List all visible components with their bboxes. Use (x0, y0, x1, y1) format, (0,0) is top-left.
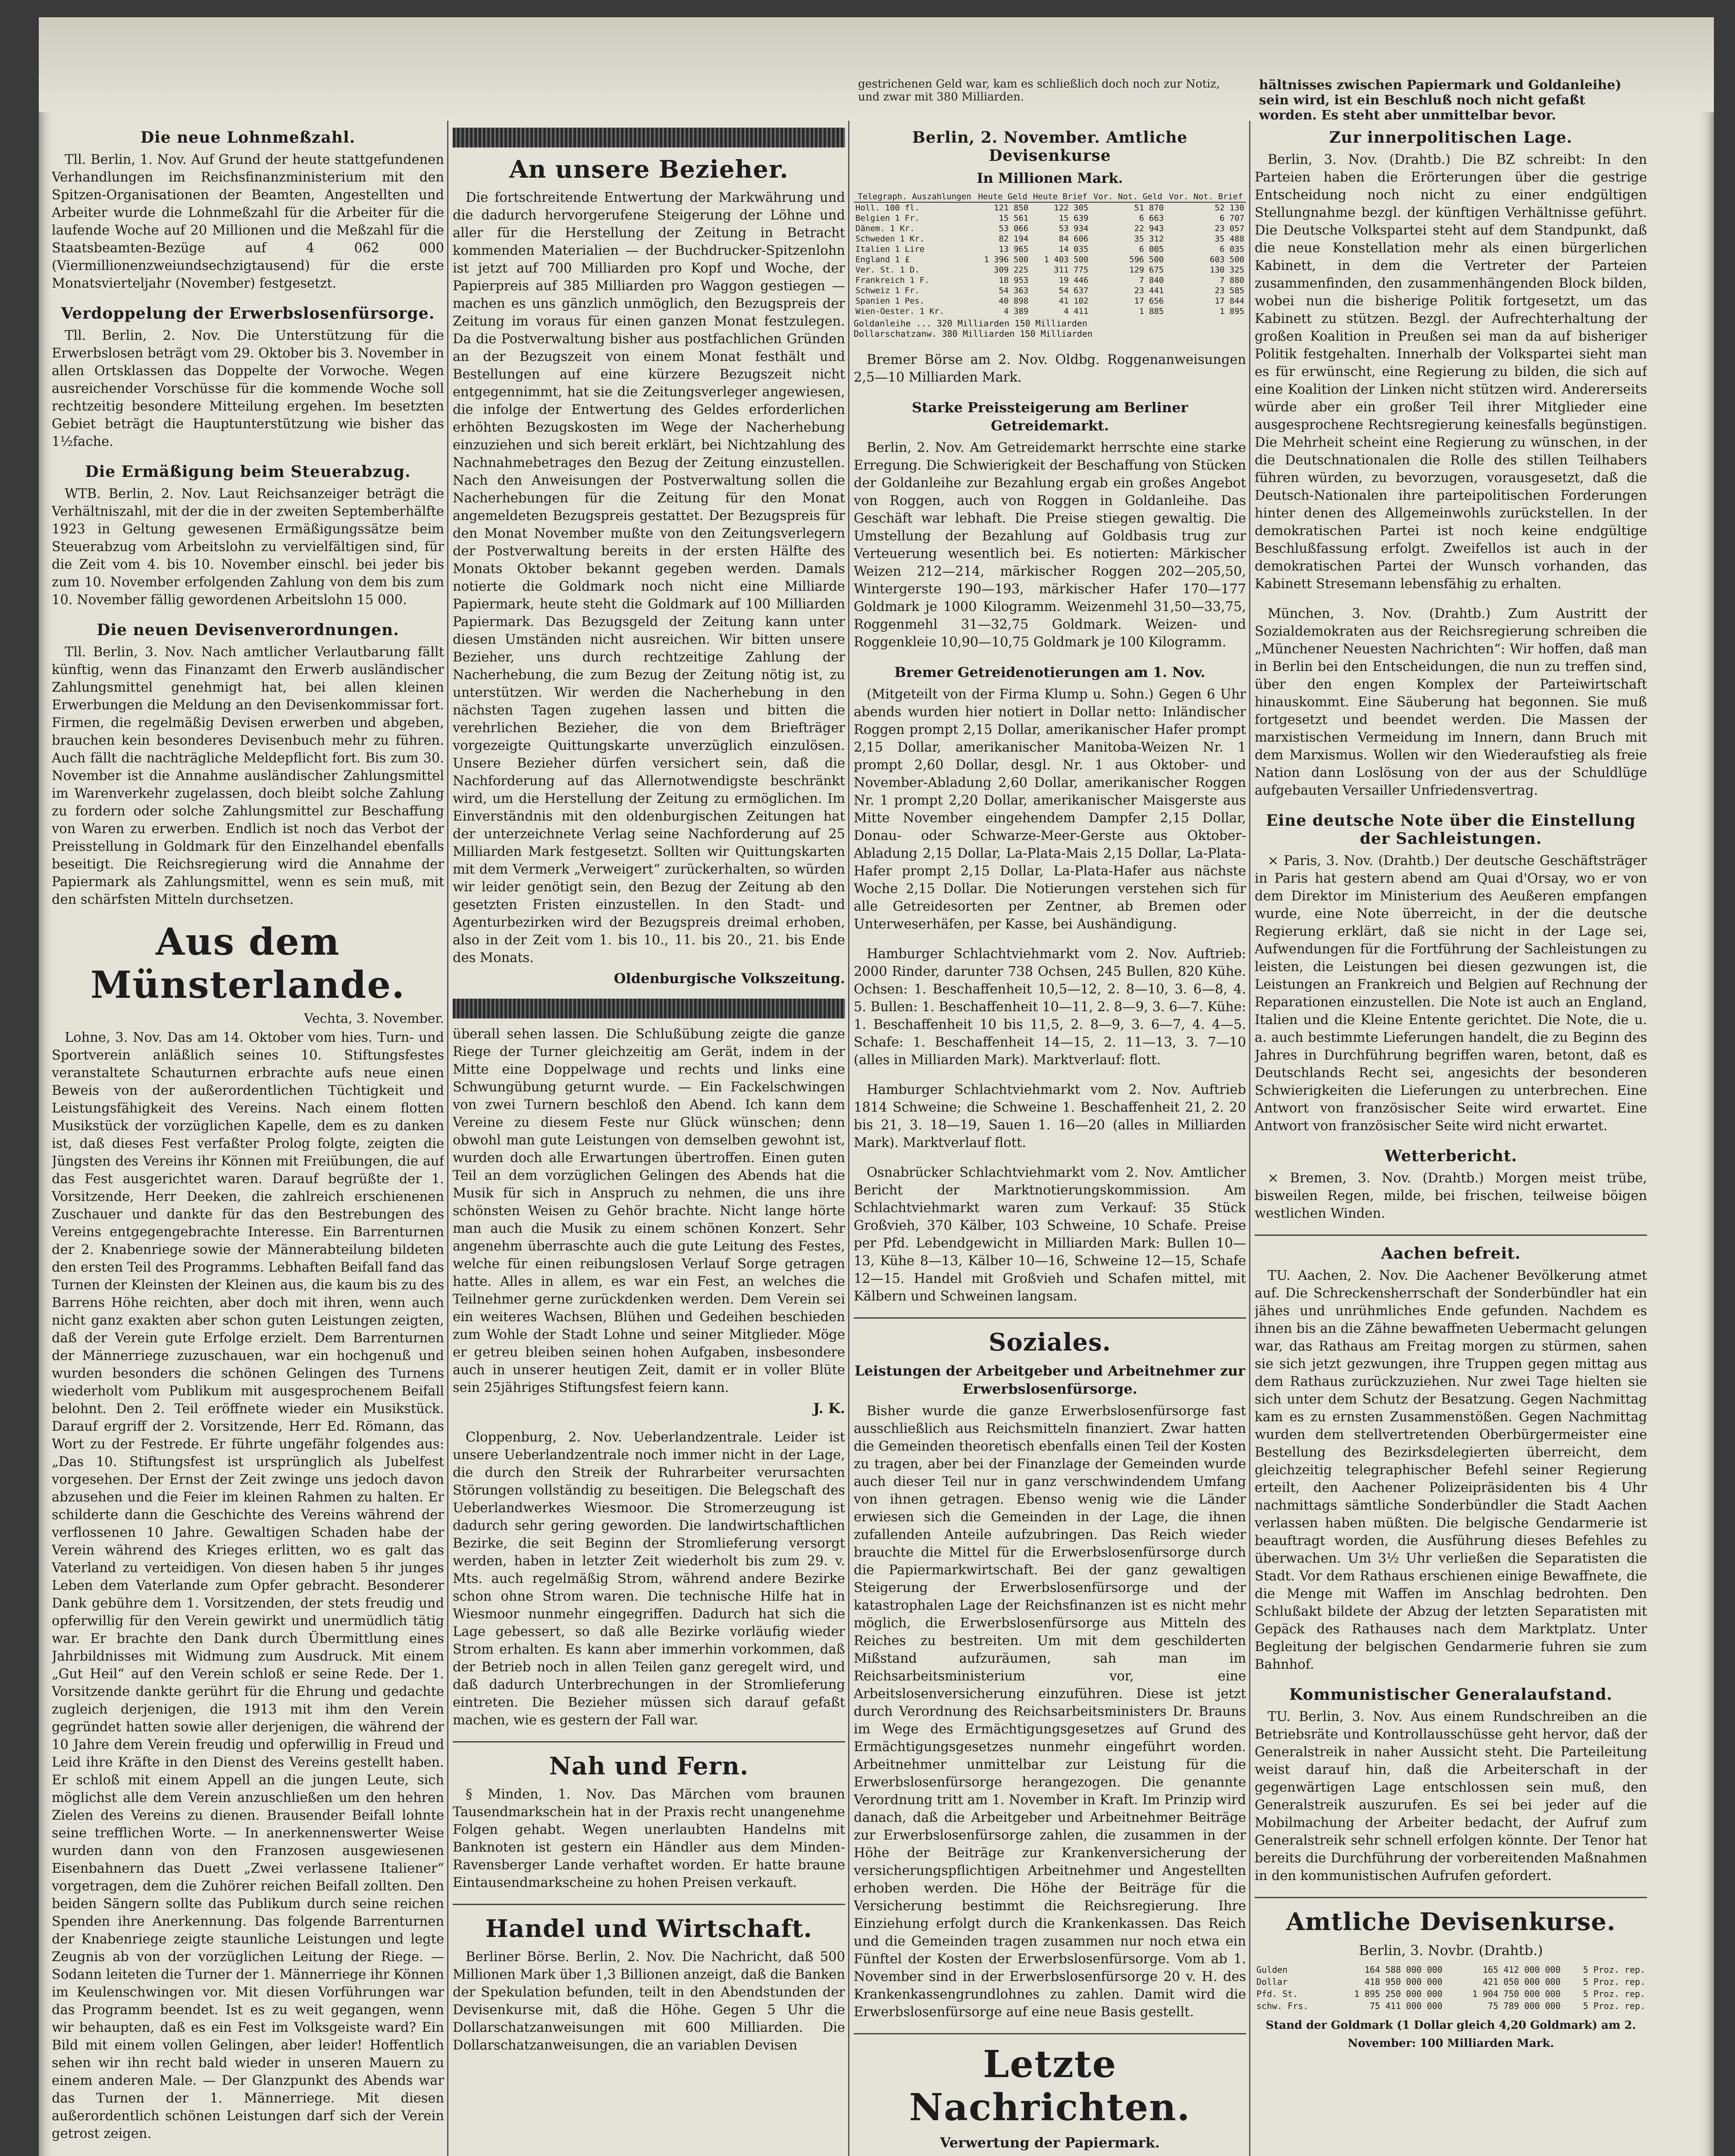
article-title: Zur innerpolitischen Lage. (1329, 128, 1572, 147)
table-cell-value: 19 446 (1059, 276, 1089, 285)
article-title: Starke Preissteigerung am Berliner Getreidemarkt. (911, 399, 1188, 434)
table-cell-value: 418 950 000 000 (1364, 1977, 1443, 1987)
table-cell-value: 165 412 000 000 (1482, 1965, 1561, 1975)
table-cell-value: 53 066 (999, 224, 1029, 233)
article (52, 463, 444, 609)
column-1 (52, 125, 444, 2156)
table-cell-value: 75 411 000 000 (1369, 2001, 1443, 2011)
newspaper-page (39, 17, 1714, 2156)
article (1255, 1244, 1647, 1673)
article (453, 1914, 845, 2054)
article-signature: J. K. (813, 1400, 845, 1416)
article (52, 621, 444, 909)
article (1255, 1686, 1647, 1885)
article-title: Die neue Lohnmeßzahl. (140, 128, 356, 147)
table-cell-value: 84 606 (1059, 234, 1089, 244)
article (1255, 1147, 1647, 1222)
section-heading: Amtliche Devisenkurse. (1286, 1908, 1616, 1936)
table-cell-value: 18 953 (999, 276, 1029, 285)
table-footer: Dollarschatzanw. 380 Milliarden 150 Milliarden (854, 329, 1093, 339)
exchange-rate-table (1255, 1964, 1647, 2012)
table-cell-value: 164 588 000 000 (1364, 1965, 1443, 1975)
article (453, 1025, 845, 1416)
table-cell-value: 6 005 (1139, 244, 1164, 254)
table-cell-value: 23 057 (1215, 224, 1244, 233)
article-body: Hamburger Schlachtviehmarkt vom 2. Nov. Auftrieb: 2000 Rinder, darunter 738 Ochsen, 245 Bullen, 820 Kühe. Ochsen: 1. Beschaffenheit 10,5—12, 2. 8—10, 3. 6—8, 4. 5. Bullen: 1. Beschaffenheit 10—11, 2. 8—9, 3. 6—7. Kühe: 1. Beschaffenheit 10 bis 11,5, 2. 8—9, 3. 6—7, 4. 4—5. Schafe: 1. Beschaffenheit 14—15, 2. 11—13, 3. 7—10 (alles in Milliarden Mark). Marktverlauf: flott. (854, 946, 1246, 1068)
table-cell-value: 421 050 000 000 (1482, 1977, 1561, 1987)
article-body: § Minden, 1. Nov. Das Märchen vom braunen Tausendmarkschein hat in der Praxis recht unangenehme Folgen gehabt. Wegen unerlaubten Handelns mit Banknoten ist gestern ein Händler aus dem Minden-Ravensberger Lande verhaftet worden. Er hatte braune Eintausendmarkscheine zu hohen Preisen verkauft. (453, 1787, 845, 1890)
table-cell-label: Dänem. 1 Kr. (855, 224, 915, 233)
article (854, 1327, 1246, 2021)
table-cell-value: 54 637 (1059, 286, 1089, 295)
article-body: München, 3. Nov. (Drahtb.) Zum Austritt der Sozialdemokraten aus der Reichsregierung schreiben die „Münchener Neuesten Nachrichten“: Wir hoffen, daß man in Berlin bei den Entscheidungen, die nun zu treffen sind, über den engen Komplex der Parteiwirtschaft hinauskommt. Eine Säuberung hat begonnen. Sie muß fortgesetzt und beendet werden. Die Massen der marxistischen Vermeidung im Innern, dann Bruch mit dem Marxismus. Wollen wir den Wiederaufstieg als freie Nation dann Loslösung von der aus der Schuldlüge aufgebauten Versailler Unfriedensvertrag. (1255, 606, 1647, 798)
divider (453, 1904, 845, 1905)
divider (854, 1317, 1246, 1319)
table-row (854, 306, 1246, 317)
article-subtitle: Verwertung der Papiermark. (940, 2134, 1160, 2151)
article-body: überall sehen lassen. Die Schlußübung zeigte die ganze Riege der Turner gleichzeitig am Gerät, indem in der Mitte eine Doppelwage und rechts und links eine Schwungübung geturnt wurde. — Ein Fackelschwingen von zwei Turnern beschloß den Abend. Ich kann dem Vereine zu diesem Feste nur Glück wünschen; denn obwohl man gute Leistungen von demselben gewohnt ist, wurden doch alle Erwartungen übertroffen. Einen guten Teil an dem vorzüglichen Gelingen des Abends hat die Musik für sich in Anspruch zu nehmen, die uns ihre schönsten Weisen zu Gehör brachte. Nicht lange hörte man auch die Musik zu einem schönen Konzert. Sehr angenehm überraschte auch die gute Leitung des Festes, welche für einen reibungslosen Verlauf Sorge getragen hatte. Alles in allem, es war ein Fest, an welches die Teilnehmer gerne zurückdenken werden. Dem Verein sei ein weiteres Wachsen, Blühen und Gedeihen beschieden zum Wohle der Stadt Lohne und seiner Mitglieder. Möge er getreu bleiben seinen hohen Aufgaben, insbesondere auch in unserer heutigen Zeit, damit er in voller Blüte sein 25jähriges Stiftungsfest feiern kann. (453, 1027, 845, 1395)
exchange-rates (1255, 1907, 1647, 2053)
table-row (1255, 2000, 1647, 2012)
article (854, 945, 1246, 1069)
table-cell-value: 54 363 (999, 286, 1029, 295)
table-cell-value: 5 Proz. rep. (1583, 1965, 1645, 1975)
table-row (1255, 1976, 1647, 1988)
table-cell-value: 1 396 500 (984, 255, 1029, 264)
column-rule (1249, 121, 1250, 2156)
article (854, 398, 1246, 651)
section-heading: Aus dem Münsterlande. (90, 920, 406, 1007)
article-body: (Mitgeteilt von der Firma Klump u. Sohn.) Gegen 6 Uhr abends wurden hier notiert in Dollar netto: Inländischer Roggen prompt 2,15 Dollar, amerikanischer Hafer prompt 2,15 Dollar, amerikanischer Manitoba-Weizen Nr. 1 prompt 2,60 Dollar, desgl. Nr. 1 aus Oktober- und November-Abladung 2,60 Dollar, amerikanischer Roggen Nr. 1 prompt 2,20 Dollar, amerikanischer Maisgerste aus Mitte November eingehendem Dampfer 2,15 Dollar, Donau- oder Schwarze-Meer-Gerste aus Oktober-Abladung 2,15 Dollar, La-Plata-Mais 2,15 Dollar, La-Plata-Hafer prompt 2,15 Dollar, La-Plata-Hafer aus nächste Woche 2,15 Dollar. Die Notierungen verstehen sich für alle Getreidesorten per Zentner, ab Bremen oder Unterweserhäfen, per Kasse, bei Aushändigung. (854, 687, 1246, 932)
table-cell-label: Italien 1 Lire (855, 244, 925, 254)
article (453, 1429, 845, 1729)
section-heading: Nah und Fern. (549, 1752, 749, 1780)
article (52, 921, 444, 2143)
article (854, 351, 1246, 386)
table-row (854, 244, 1246, 254)
table-cell-value: 5 Proz. rep. (1583, 2001, 1645, 2011)
table-cell-value: 603 500 (1209, 255, 1244, 264)
table-cell-value: 6 035 (1219, 244, 1244, 254)
article-title: Aachen befreit. (1381, 1244, 1521, 1263)
table-header: Vor. Not. Brief (1165, 191, 1246, 202)
table-cell-value: 17 844 (1215, 296, 1244, 306)
article-signature: Oldenburgische Volkszeitung. (614, 970, 845, 987)
table-cell-value: 1 904 750 000 000 (1472, 1989, 1561, 1999)
article-body: Hamburger Schlachtviehmarkt vom 2. Nov. Auftrieb 1814 Schweine; die Schweine 1. Beschaffenheit 21, 2. 20 bis 21, 3. 18—19, Sauen 1. 16—20 (alles in Milliarden Mark). Marktverlauf flott. (854, 1082, 1246, 1150)
article-title: Die neuen Devisenverordnungen. (97, 621, 399, 639)
table-header: Heute Brief (1030, 191, 1090, 202)
table-row (854, 223, 1246, 234)
table-cell-value: 5 Proz. rep. (1583, 1989, 1645, 1999)
table-cell-value: 129 675 (1129, 265, 1164, 275)
article-subtitle: Leistungen der Arbeitgeber und Arbeitnehmer zur Erwerbslosenfürsorge. (855, 1363, 1245, 1397)
section-heading: Handel und Wirtschaft. (485, 1915, 813, 1943)
table-cell-value: 1 895 (1219, 307, 1244, 316)
article-title: Bremer Getreidenotierungen am 1. Nov. (894, 664, 1206, 680)
table-cell-value: 7 880 (1219, 276, 1244, 285)
table-cell-value: 22 943 (1134, 224, 1164, 233)
table-cell-value: 75 789 000 000 (1488, 2001, 1561, 2011)
article-body: × Paris, 3. Nov. (Drahtb.) Der deutsche Geschäftsträger in Paris hat gestern abend am Quai d'Orsay, wo er von dem Direktor im Ministerium des Aeußeren empfangen wurde, eine Note überreicht, in der die deutsche Regierung erklärt, daß sie nicht in der Lage sei, Aufwendungen für die Fortführung der Sachleistungen zu leisten, die Leistungen bei diesen gezwungen ist, die Leistungen an Frankreich und Belgien auf Rechnung der Reparationen einzustellen. Die Note ist auch an England, Italien und die Kleine Entente gerichtet. Die Note, die u. a. auch bestimmte Lieferungen handelt, die zu Beginn des Jahres in Durchführung begriffen waren, betont, daß es Deutschlands Recht sei, angesichts der besonderen Schwierigkeiten die Lieferungen zu unterbrechen. Eine Antwort von französischer Seite wird erwartet. Eine Antwort von französischer Seite wird nicht erwartet. (1255, 853, 1647, 1134)
table-row (854, 275, 1246, 285)
table-cell-value: 82 194 (999, 234, 1029, 244)
divider (1255, 1235, 1647, 1236)
article-body: Cloppenburg, 2. Nov. Ueberlandzentrale. Leider ist unsere Ueberlandzentrale noch immer nicht in der Lage, die durch den Streik der Ruhrarbeiter verursachten Störungen vollständig zu beseitigen. Die Belegschaft des Ueberlandwerkes Wiesmoor. Die Stromerzeugung ist dadurch sehr gering geworden. Die landwirtschaftlichen Bezirke, die seit Beginn der Stromlieferung versorgt werden, haben in letzter Zeit wiederholt bis zum 29. v. Mts. auch regelmäßig Strom, während andere Bezirke schon ohne Strom waren. Die technische Hilfe hat in Wiesmoor nunmehr eingegriffen. Dadurch hat sich die Lage gebessert, so daß alle Bezirke vorläufig wieder Strom erhalten. Es kann aber immerhin vorkommen, daß der Betrieb noch in allen Teilen ganz geregelt wird, und daß dadurch Unterbrechungen in der Stromlieferung eintreten. Die Bezieher müssen sich darauf gefaßt machen, wie es gestern der Fall war. (453, 1430, 845, 1728)
article-body: WTB. Berlin, 2. Nov. Laut Reichsanzeiger beträgt die Verhältniszahl, mit der die in der zweiten Septemberhälfte 1923 in Geltung gewesenen Ermäßigungssätze beim Steuerabzug vom Arbeitslohn zu vervielfältigen sind, für die Zeit vom 4. bis 10. November einschl. bei jeder bis zum 10. November erfolgenden Zahlung von dem bis zum 10. November fällig gewordenen Arbeitslohn 15 000. (52, 486, 444, 608)
divider (453, 1741, 845, 1742)
table-cell-value: 52 130 (1215, 203, 1244, 213)
article-body: Berlin, 2. Nov. Am Getreidemarkt herrschte eine starke Erregung. Die Schwierigkeit der Beschaffung von Stücken der Goldanleihe zur Bezahlung ergab ein großes Angebot von Roggen, auch von Roggen in Goldanleihe. Das Geschäft war lebhaft. Die Preise stiegen gewaltig. Die Umstellung der Bezahlung auf Goldbasis trug zur Verteuerung wesentlich bei. Es notierten: Märkischer Weizen 212—214, märkischer Roggen 202—205,50, Wintergerste 190—193, märkischer Hafer 170—177 Goldmark je 1000 Kilogramm. Weizenmehl 31,50—33,75, Roggenmehl 31—32,75 Goldmark. Weizen- und Roggenkleie 10,90—10,75 Goldmark je 100 Kilogramm. (854, 440, 1246, 650)
table-cell-value: 53 934 (1059, 224, 1089, 233)
table-cell-value: 1 885 (1139, 307, 1164, 316)
section-heading: Soziales. (988, 1328, 1112, 1357)
article-title: Wetterbericht. (1384, 1147, 1517, 1165)
dateline: Vechta, 3. November. (304, 1011, 444, 1026)
table-cell-value: 51 870 (1134, 203, 1164, 213)
table-cell-value: 309 225 (994, 265, 1029, 275)
table-cell-value: 311 775 (1054, 265, 1089, 275)
column-2 (453, 125, 845, 2156)
table-cell-label: Belgien 1 Fr. (855, 213, 920, 223)
article-body: Tll. Berlin, 1. Nov. Auf Grund der heute stattgefundenen Verhandlungen im Reichsfinanzministerium mit den Spitzen-Organisationen der Beamten, Angestellten und Arbeiter wurde die Lohnmeßzahl für die Arbeiter für die laufende Woche auf 20 Millionen und die Meßzahl für die Staatsbeamten-Bezüge auf 4 062 000 (Viermillionenzweiundsechzigtausend) für die erste Monatsvierteljahr (November) festgesetzt. (52, 152, 444, 291)
table-cell-label: Frankreich 1 F. (855, 276, 930, 285)
article (854, 1164, 1246, 1305)
table-row (854, 254, 1246, 265)
table-cell-label: schw. Frs. (1256, 2001, 1309, 2011)
table-cell-value: 596 500 (1129, 255, 1164, 264)
column-rule (447, 121, 448, 2156)
article-body: Osnabrücker Schlachtviehmarkt vom 2. Nov. Amtlicher Bericht der Marktnotierungskommission. Am Schlachtviehmarkt waren zum Verkauf: 35 Stück Großvieh, 370 Kälber, 103 Schweine, 10 Schafe. Preise per Pfd. Lebendgewicht in Milliarden Mark: Bullen 10—13, Kühe 8—13, Kälber 10—16, Schweine 12—15, Schafe 12—15. Handel mit Großvieh und Schafen mittel, mit Kälbern und Schweinen langsam. (854, 1165, 1246, 1304)
article (1255, 128, 1647, 593)
table-header: Telegraph. Auszahlungen (854, 191, 975, 202)
table-header: Heute Geld (975, 191, 1030, 202)
article-body: Berliner Börse. Berlin, 2. Nov. Die Nachricht, daß 500 Millionen Mark über 1,3 Billionen anzeigt, daß die Banken der Spekulation befunden, teilt in den Abendstunden der Devisenkurse mit, daß die Höhe. Gegen 5 Uhr die Dollarschatzanweisungen mit 600 Milliarden. Die Dollarschatzanweisungen, die an variablen Devisen (453, 1949, 845, 2053)
column-4 (1255, 125, 1647, 2156)
table-cell-label: Wien-Oester. 1 Kr. (855, 307, 944, 316)
dateline: Berlin, 3. Novbr. (Drahtb.) (1359, 1942, 1543, 1959)
column-rule (848, 121, 849, 2156)
table-cell-value: 41 102 (1059, 296, 1089, 306)
article-body: Berlin, 3. Nov. (Drahtb.) Die BZ schreibt: In den Parteien haben die Erörterungen über die gestrige Entscheidung noch nicht zu einer endgültigen Stellungnahme bezgl. der künftigen Verhältnisse geführt. Die Deutsche Volkspartei steht auf dem Standpunkt, daß die neue Konstellation mehr als einen bürgerlichen Kabinett, in dem die Vertreter der Parteien zusammenfinden, den zusammenhängenden Block bilden, wobei nun die bisherige Politik fortgesetzt, um das Kabinett zu stützen. Bezgl. der Aufrechterhaltung der großen Koalition in Preußen sei man da auf bisheriger Politik festgehalten. Innerhalb der Volkspartei sieht man es für erwünscht, eine Regierung zu bilden, die sich auf eine Koalition der Linken nicht stützen wird. Andererseits würde aber ein großer Teil ihrer Mitglieder eine ausgesprochene Rechtsregierung keinesfalls begünstigen. Die Mehrheit scheint eine Regierung zu wünschen, in der die Deutschnationalen die Rolle des stillen Teilhabers führen würden, zu bevorzugen, vorausgesetzt, daß die Deutsch-Nationalen ihre parteipolitischen Forderungen hinter denen des Allgemeinwohls zurückstellen. In der demokratischen Partei ist noch keine endgültige Beschlußfassung erfolgt. Zweifellos ist auch in der demokratischen Partei der Wunsch vorhanden, das Kabinett Stresemann lebensfähig zu erhalten. (1255, 152, 1647, 592)
col4-top-text: hältnisses zwischen Papiermark und Goldanleihe) sein wird, ist ein Beschluß noch nicht gefaßt worden. Es steht aber unmittelbar bevor. (1259, 78, 1622, 123)
table-cell-value: 15 639 (1059, 213, 1089, 223)
article (52, 304, 444, 451)
table-row (854, 213, 1246, 223)
table-cell-value: 130 325 (1209, 265, 1244, 275)
table-cell-value: 40 898 (999, 296, 1029, 306)
article-body: TU. Berlin, 3. Nov. Aus einem Rundschreiben an die Betriebsräte und Kontrollausschüsse geht hervor, daß der Generalstreik in naher Aussicht steht. Die Parteileitung weist darauf hin, daß die Arbeiterschaft in der gegenwärtigen Lage entschlossen sein muß, den Generalstreik auszurufen. Es sei bei jeder auf die Mobilmachung der Arbeiter bedacht, der Aufruf zum Generalstreik sehr schnell erfolgen könnte. Der Tenor hat bereits die Durchführung der vorbereitenden Maßnahmen in den kommunistischen Aufrufen gefordert. (1255, 1709, 1647, 1883)
table-cell-value: 1 403 500 (1044, 255, 1089, 264)
table-cell-label: Spanien 1 Pes. (855, 296, 925, 306)
table-footer: Goldanleihe ... 320 Milliarden 150 Milliarden (854, 318, 1087, 329)
article-title: An unsere Bezieher. (509, 155, 789, 184)
exchange-rates (854, 128, 1246, 339)
article (453, 154, 845, 987)
header-ornament (453, 128, 845, 147)
table-cell-value: 35 488 (1215, 234, 1244, 244)
separator-ornament (453, 999, 845, 1018)
article-body: Lohne, 3. Nov. Das am 14. Oktober vom hies. Turn- und Sportverein anläßlich seines 10. Stiftungsfestes veranstaltete Schauturnen erbrachte aufs neue einen Beweis von der außerordentlichen Tüchtigkeit und Leistungsfähigkeit des Vereins. Nach einem flotten Musikstück der vorzüglichen Kapelle, dem es zu danken ist, daß dieses Fest verfaßter Prolog folgte, zeigten die Jüngsten des Vereins ihr Können mit Freiübungen, die auf das Fest ausgerichtet waren. Darauf begrüßte der 1. Vorsitzende, Herr Deeken, die zahlreich erschienenen Zuschauer und dankte für das den Bestrebungen des Vereins entgegengebrachte Interesse. Ein Barrenturnen der 2. Knabenriege sowie der Männerabteilung bildeten den ersten Teil des Programms. Lebhaften Beifall fand das Turnen der Kleinsten der Kleinen aus, die kaum bis zu des Barrens Höhe reichten, aber doch mit ihren, wenn auch nicht ganz exakten aber schon guten Leistungen zeigten, daß der Verein gute Erfolge erzielt. Dem Barrenturnen der Männerriege zuzuschauen, war ein hochgenuß und wurden besonders die schönen Gelingen des Turnens wiederholt vom Publikum mit ausgesprochenem Beifall belohnt. Den 2. Teil eröffnete wieder ein Musikstück. Darauf ergriff der 2. Vorsitzende, Herr Ed. Römann, das Wort zu der Festrede. Er führte ungefähr folgendes aus: „Das 10. Stiftungsfest ist ursprünglich als Jubelfest vorgesehen. Der Ernst der Zeit zwinge uns jedoch davon abzusehen und die Feier im kleinen Rahmen zu halten. Er schilderte dann die Geschichte des Vereins während der verflossenen 10 Jahre. Gewaltigen Schaden habe der Verein während des Krieges erlitten, wo es galt das Vaterland zu verteidigen. Von diesen haben 5 ihr junges Leben dem Vaterlande zum Opfer gebracht. Besonderer Dank gebühre dem 1. Vorsitzenden, der stets freudig und opferwillig für den Verein gewirkt und unermüdlich tätig war. Er brachte den Dank durch Übermittlung eines Jahrbildnisses mit Widmung zum Ausdruck. Mit einem „Gut Heil“ auf den Verein schloß er seine Rede. Der 1. Vorsitzende dankte gerührt für die Ehrung und gedachte zugleich derjenigen, die 1913 mit ihm den Verein gegründet hatten sowie aller derjenigen, die während der 10 Jahre dem Verein freudig und opferwillig in Freud und Leid ihre Kräfte in den Dienst des Vereins gestellt haben. Er schloß mit einem Appell an die jungen Leute, sich möglichst alle dem Verein anzuschließen um den hehren Zielen des Vereins zu dienen. Brausender Beifall lohnte seine trefflichen Worte. — In anerkennenswerter Weise wurden dann von den Franzosen ausgewiesenen Eisenbahnern das Duett „Zwei verlassene Italiener“ vorgetragen, dem die Zuhörer reichen Beifall zollten. Den beiden Sängern sollte das Publikum durch seine reichen Spenden ihre Anerkennung. Das folgende Barrenturnen der Knabenriege zeigte staunliche Leistungen und legte Zeugnis ab von der vorzüglichen Leitung der Riege. — Sodann leiteten die Turner der 1. Männerriege ihr Können im Keulenschwingen vor. Mit diesen Vorführungen war das Programm beendet. Ist es zu weit gegangen, wenn wir behaupten, daß es ein Fest im Volksgeiste ward? Ein Bild mit einem vollen Gelingen, aber leider! Hoffentlich sehen wir ihn recht bald wieder in unseren Mauern zu einem anderen Male. — Der Glanzpunkt des Abends war das Turnen der 1. Männerriege. Mit diesen außerordentlich schönen Leistungen darf sich der Verein getrost zeigen. (52, 1030, 444, 2141)
goldmark-note: Stand der Goldmark (1 Dollar gleich 4,20 Goldmark) am 2. November: 100 Milliarden Mark. (1265, 2019, 1636, 2050)
article-title: Kommunistischer Generalaufstand. (1289, 1686, 1613, 1704)
table-cell-label: Holl. 100 fl. (855, 203, 920, 213)
article-subtitle: In Millionen Mark. (977, 170, 1123, 186)
exchange-rate-table (854, 191, 1246, 317)
table-cell-value: 6 707 (1219, 213, 1244, 223)
table-cell-label: England 1 £ (855, 255, 910, 264)
table-row (854, 234, 1246, 244)
table-cell-label: Schweiz 1 Fr. (855, 286, 920, 295)
table-cell-label: Schweden 1 Kr. (855, 234, 925, 244)
table-cell-label: Pfd. St. (1256, 1989, 1298, 1999)
table-row (1255, 1964, 1647, 1976)
article-title: Die Ermäßigung beim Steuerabzug. (85, 463, 411, 481)
table-body (1255, 1964, 1647, 2012)
table-cell-label: Ver. St. 1 D. (855, 265, 920, 275)
article (854, 663, 1246, 933)
section-heading: Letzte Nachrichten. (909, 2043, 1191, 2129)
table-row (1255, 1988, 1647, 2000)
table-cell-label: Dollar (1256, 1977, 1288, 1987)
table-cell-value: 122 305 (1054, 203, 1089, 213)
table-cell-value: 121 850 (994, 203, 1029, 213)
col3-top-text: gestrichenen Geld war, kam es schließlich doch noch zur Notiz, und zwar mit 380 Milliarden. (858, 78, 1220, 103)
table-row (854, 202, 1246, 213)
table-body (854, 202, 1246, 317)
table-cell-value: 15 561 (999, 213, 1029, 223)
table-cell-value: 4 389 (1003, 307, 1029, 316)
table-header: Vor. Not. Geld (1090, 191, 1165, 202)
table-cell-value: 17 656 (1134, 296, 1164, 306)
table-cell-value: 23 441 (1134, 286, 1164, 295)
article-title: Berlin, 2. November. Amtliche Devisenkurse (912, 128, 1188, 165)
article-body: Bremer Börse am 2. Nov. Oldbg. Roggenanweisungen 2,5—10 Milliarden Mark. (854, 352, 1246, 385)
table-cell-value: 6 663 (1139, 213, 1164, 223)
article (1255, 605, 1647, 799)
column-3 (854, 125, 1246, 2156)
article-title: Eine deutsche Note über die Einstellung der Sachleistungen. (1266, 812, 1636, 848)
table-row (854, 265, 1246, 275)
article (1255, 812, 1647, 1135)
article (453, 1751, 845, 1892)
article (52, 128, 444, 292)
table-row (854, 296, 1246, 306)
divider (1255, 1897, 1647, 1898)
article-body: TU. Aachen, 2. Nov. Die Aachener Bevölkerung atmet auf. Die Schreckensherrschaft der Sonderbündler hat ein jähes und unrühmliches Ende gefunden. Nachdem es ihnen bis an die Zähne bewaffneten Uebermacht gelungen war, das Rathaus am Freitag morgen zu stürmen, sahen sie sich jetzt gezwungen, ihre Truppen gegen mittag aus dem Rathaus zurückzuziehen. Nur zwei Tage hielten sie sich unter dem Schutz der Besatzung. Gegen Nachmittag kam es zu ernsten Zusammenstößen. Gegen Nachmittag wurden dem stellvertretenden Oberbürgermeister eine Bestellung des Bezirksdelegierten überreicht, dem gleichzeitig telegraphischer Befehl seiner Regierung erteilt, den Aachener Polizeipräsidenten bis 4 Uhr nachmittags sämtliche Sonderbündler die Stadt Aachen verlassen haben müßten. Die belgische Gendarmerie ist beauftragt worden, die Ausführung dieses Befehles zu überwachen. Um 3½ Uhr verließen die Separatisten die Stadt. Vor dem Rathaus erschienen einige Bewaffnete, die die Menge mit Waffen im Anschlag bedrohten. Den Schlußakt bildete der Abzug der letzten Separatisten mit Gepäck des Rathauses nach dem Marktplatz. Unter Begleitung der belgischen Gendarmerie fuhren sie zum Bahnhof. (1255, 1268, 1647, 1672)
table-cell-value: 13 965 (999, 244, 1029, 254)
article-body: × Bremen, 3. Nov. (Drahtb.) Morgen meist trübe, bisweilen Regen, milde, bei frischen, teilweise böigen westlichen Winden. (1255, 1171, 1647, 1221)
article-body: Tll. Berlin, 3. Nov. Nach amtlicher Verlautbarung fällt künftig, wenn das Finanzamt den Erwerb ausländischer Zahlungsmittel genehmigt hat, bei allen kleinen Erwerbungen die Meldung an den Devisenkommissar fort. Firmen, die regelmäßig Devisen erwerben und abgeben, brauchen kein besonderes Devisenbuch mehr zu führen. Auch fällt die nachträgliche Meldepflicht fort. Bis zum 30. November ist die Annahme ausländischer Zahlungsmittel im Warenverkehr zugelassen, doch bleibt solche Zahlung zu fordern oder solche Zahlungsmittel zur Beschaffung von Waren zu erwerben. Endlich ist noch das Verbot der Preisstellung in Goldmark für den Einzelhandel ebenfalls beseitigt. Die Reichsregierung wird die Annahme der Papiermark als Zahlungsmittel, wenn es sein muß, mit den schärfsten Mitteln durchsetzen. (52, 645, 444, 907)
table-row (854, 285, 1246, 296)
table-cell-value: 1 895 250 000 000 (1354, 1989, 1443, 1999)
article-body: Die fortschreitende Entwertung der Markwährung und die dadurch hervorgerufene Steigerung der Löhne und aller für die Herstellung der Zeitung in Betracht kommenden Materialien — der Buchdrucker-Spitzenlohn ist jetzt auf 700 Milliarden pro Kopf und Woche, der Papierpreis auf 385 Milliarden pro Waggon gestiegen — machen es uns gänzlich unmöglich, den Bezugspreis der Zeitung im voraus für einen ganzen Monat festzulegen. Da die Postverwaltung bisher aus postfachlichen Gründen an der Bezugszeit von einem Monat festhält und Bestellungen auf eine kürzere Bezugszeit nicht entgegennimmt, hat sie die Zeitungsverleger angewiesen, die infolge der Entwertung des Geldes erforderlichen erhöhten Bezugskosten im Wege der Nacherhebung einzuziehen und sich bereit erklärt, bei Nichtzahlung des Nachnahmebetrages den Bezug der Zeitung einzustellen. Nach den Anweisungen der Postverwaltung sollen die Nacherhebungen für die Zeitung für den Monat angemeldeten Bezugspreis gestattet. Der Bezugspreis für den Monat November mußte von den Zeitungsverlegern der Postverwaltung bereits in der ersten Hälfte des Monats Oktober bekannt gegeben werden. Damals notierte die Goldmark noch nicht eine Milliarde Papiermark, heute steht die Goldmark auf 100 Milliarden Papiermark. Das Bezugsgeld der Zeitung kann unter diesen Umständen nicht ausreichen. Wir bitten unsere Bezieher, uns durch rechtzeitige Zahlung der Nacherhebung, die zum Bezug der Zeitung nötig ist, zu unterstützen. Wir werden die Nacherhebung in den nächsten Tagen zugehen lassen und bitten die verehrlichen Bezieher, die von dem Briefträger vorgezeigte Quittungskarte unverzüglich einzulösen. Unsere Bezieher dürfen versichert sein, daß die Nachforderung auf das Allernotwendigste beschränkt wird, um die Herstellung der Zeitung zu ermöglichen. Im Einverständnis mit den oldenburgischen Zeitungen hat der unterzeichnete Verlag seine Nachforderung auf 25 Milliarden Mark festgesetzt. Sollten wir Quittungskarten mit dem Vermerk „Verweigert“ zurückerhalten, so würden wir leider genötigt sein, den Bezug der Zeitung ab den gesetzten Fristen einzustellen. In den Stadt- und Agenturbezirken wird der Bezugspreis dreimal erhoben, also in der Zeit vom 1. bis 10., 11. bis 20., 21. bis Ende des Monats. (453, 190, 845, 965)
table-cell-value: 5 Proz. rep. (1583, 1977, 1645, 1987)
table-cell-value: 7 840 (1139, 276, 1164, 285)
article (854, 2043, 1246, 2156)
divider (854, 2033, 1246, 2034)
table-cell-label: Gulden (1256, 1965, 1288, 1975)
article (854, 1081, 1246, 1152)
table-cell-value: 23 585 (1215, 286, 1244, 295)
article-body: Bisher wurde die ganze Erwerbslosenfürsorge fast ausschließlich aus Reichsmitteln finanziert. Zwar hatten die Gemeinden theoretisch ebenfalls einen Teil der Kosten zu tragen, aber bei der Finanzlage der Gemeinden wurde auch dieser Teil nur in ganz verschwindendem Umfang von ihnen getragen. Ebenso wenig wie die Länder erwiesen sich die Gemeinden in der Lage, die ihnen zufallenden Anteile aufzubringen. Das Reich wieder brauchte die Mittel für die Erwerbslosenfürsorge durch die Papiermarkwirtschaft. Bei der ganz gewaltigen Steigerung der Erwerbslosenfürsorge und der katastrophalen Lage der Reichsfinanzen ist es nicht mehr möglich, die Erwerbslosenfürsorge aus Mitteln des Reiches zu bestreiten. Um mit dem geschilderten Mißstand aufzuräumen, sah man im Reichsarbeitsministerium vor, eine Arbeitslosenversicherung einzuführen. Diese ist jetzt durch Verordnung des Reichsarbeitsministers Dr. Brauns im Wege des Ermächtigungsgesetzes auf Grund des Ermächtigungsgesetzes nunmehr eingeführt worden. Arbeitnehmer unmittelbar zur Leistung für die Erwerbslosenfürsorge herangezogen. Die genannte Verordnung tritt am 1. November in Kraft. Im Prinzip wird danach, daß die Arbeitgeber und Arbeitnehmer Beiträge zur Erwerbslosenfürsorge zahlen, die zusammen in der Höhe der Beiträge zur Krankenversicherung der versicherungspflichtigen Arbeitnehmer und Angestellten erhoben werden. Die Höhe der Beiträge für die Versicherung bestimmt die Reichsregierung. Ihre Einziehung erfolgt durch die Krankenkassen. Das Reich und die Gemeinden tragen zusammen nur noch etwa ein Fünftel der Kosten der Erwerbslosenfürsorge. Vom ab 1. November sind in der Erwerbslosenfürsorge 20 v. H. des Krankenkassengrundlohnes zu zahlen. Damit wird die Erwerbslosenfürsorge auf eine neue Basis gestellt. (854, 1404, 1246, 2020)
article-body: Tll. Berlin, 2. Nov. Die Unterstützung für die Erwerbslosen beträgt vom 29. Oktober bis 3. November in allen Ortsklassen das Doppelte der Vorwoche. Wegen ausreichender Vorschüsse für die kommende Woche soll rechtzeitig besondere Mitteilung ergehen. Im besetzten Gebiet beträgt die Hauptunterstützung wie bisher das 1½fache. (52, 328, 444, 449)
table-cell-value: 35 312 (1134, 234, 1164, 244)
table-cell-value: 14 035 (1059, 244, 1089, 254)
article-title: Verdoppelung der Erwerbslosenfürsorge. (61, 304, 435, 323)
table-cell-value: 4 411 (1064, 307, 1089, 316)
